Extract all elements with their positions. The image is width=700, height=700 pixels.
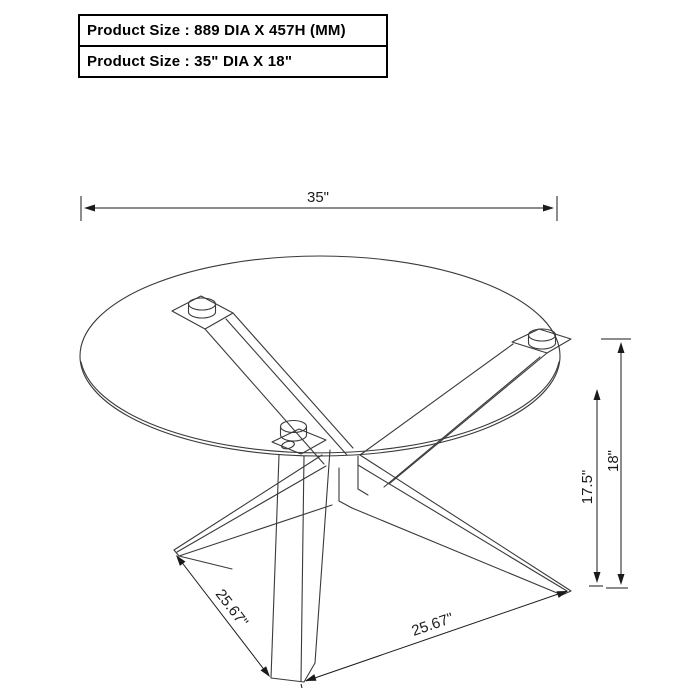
dimension-left-leg-span (176, 555, 270, 677)
leg-mount-top-left (172, 296, 233, 329)
leg-mount-front (272, 421, 326, 455)
mount-puck (281, 421, 307, 433)
dim-tick (301, 684, 302, 688)
glass-tabletop (80, 256, 560, 456)
leg-bar-top-left (205, 313, 353, 464)
dim-line-right-leg (306, 591, 567, 681)
arrow-up-icon (618, 342, 625, 353)
mount-puck (189, 298, 216, 310)
dimension-top-width (81, 189, 557, 221)
arrow-upright-icon (557, 591, 569, 598)
tabletop-rim-edge (81, 362, 559, 453)
tabletop-ellipse (80, 256, 560, 456)
arrow-downright-icon (261, 666, 271, 677)
arrow-down-icon (594, 572, 601, 583)
mount-plate (172, 296, 233, 329)
dimension-total-height (601, 339, 631, 588)
arrow-right-icon (543, 205, 554, 212)
front-leg (271, 450, 330, 682)
dim-label-right-leg-span: 25.67" (409, 609, 456, 640)
dim-label-total-height: 18" (605, 449, 622, 473)
arrow-down-icon (618, 574, 625, 585)
bolt-detail (281, 440, 295, 450)
product-size-inch: Product Size : 35" DIA X 18" (80, 45, 386, 76)
product-size-mm: Product Size : 889 DIA X 457H (MM) (87, 22, 346, 39)
dim-line-left-leg (177, 556, 269, 676)
arrow-up-icon (594, 389, 601, 400)
floor-arm-left (174, 455, 332, 569)
dimension-right-leg-span (301, 591, 568, 688)
leg-bar-right (360, 344, 547, 487)
arrow-left-icon (84, 205, 95, 212)
dimension-under-glass-height (579, 389, 603, 586)
leg-mount-right (512, 329, 571, 353)
dim-label-top-diameter: 35" (306, 189, 330, 206)
floor-arm-right (352, 455, 571, 595)
dim-label-left-leg-span: 25.67" (211, 586, 252, 631)
mount-puck (529, 329, 556, 341)
center-joint (339, 456, 368, 508)
dim-label-under-glass-height: 17.5" (579, 469, 596, 505)
